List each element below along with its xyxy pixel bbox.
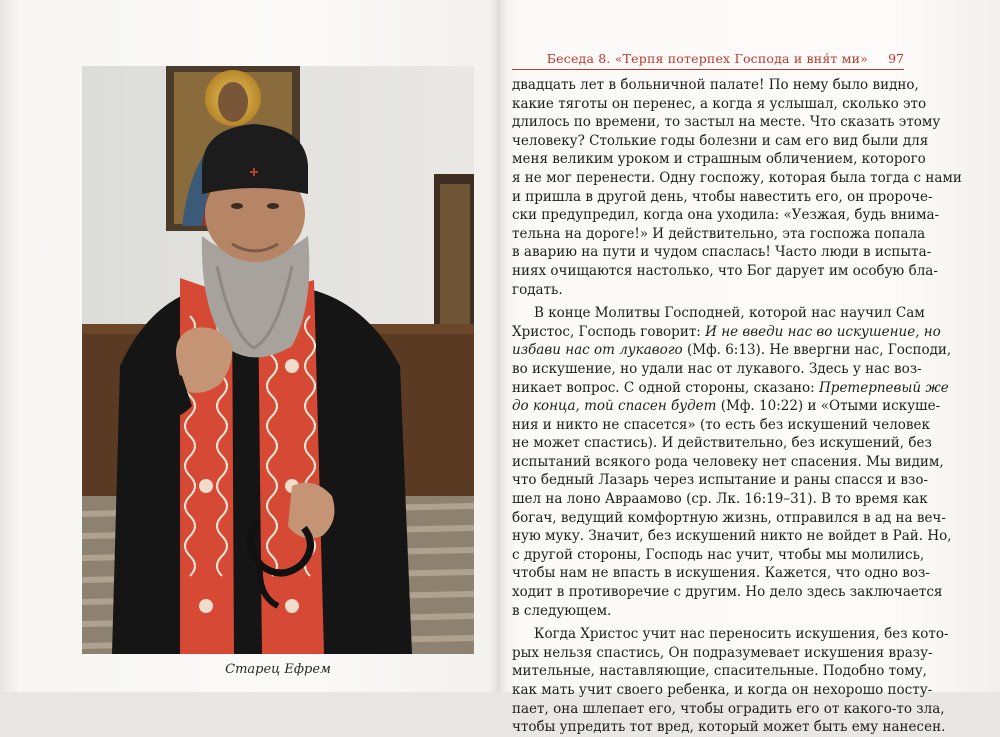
text-run: Когда Христос учит нас переносить искушения, без кото- bbox=[534, 626, 949, 643]
text-run: никает вопрос. С одной стороны, сказано: bbox=[512, 379, 820, 396]
text-run: ски предупредил, когда она уходила: «Уезжая, будь внима- bbox=[512, 207, 940, 224]
book-gutter bbox=[490, 0, 506, 692]
text-line bbox=[512, 169, 962, 188]
text-run: тельна на дороге!» И действительно, эта госпожа попала bbox=[512, 225, 926, 242]
italic-quote: до конца, той спасен будет bbox=[512, 398, 717, 415]
text-line bbox=[512, 113, 941, 132]
text-line bbox=[512, 188, 933, 207]
text-line bbox=[512, 262, 938, 281]
text-run: в аварию на пути и чудом спаслась! Часто люди в испыта- bbox=[512, 244, 932, 261]
text-line bbox=[512, 225, 926, 244]
text-line bbox=[512, 243, 932, 262]
text-run: и пришла в другой день, чтобы навестить его, он пророче- bbox=[512, 188, 933, 205]
text-run: двадцать лет в больничной палате! По нему было видно, bbox=[512, 77, 919, 93]
text-run: шел на лоно Авраамово (ср. Лк. 16:19–31). В то время как bbox=[512, 491, 928, 508]
running-title: Беседа 8. «Терпя потерпех Господа и вня́т ми» bbox=[546, 51, 868, 66]
text-run: мительные, наставляющие, спасительные. Подобно тому, bbox=[512, 663, 927, 680]
text-line bbox=[512, 416, 930, 435]
text-run: ниях очищаются настолько, что Бог дарует им особую бла- bbox=[512, 262, 938, 279]
text-run: как мать учит своего ребенка, и когда он нехорошо посту- bbox=[512, 682, 933, 698]
text-run: В конце Молитвы Господней, которой нас научил Сам bbox=[534, 305, 925, 322]
page-number: 97 bbox=[888, 51, 904, 66]
text-line bbox=[512, 206, 940, 225]
text-run: (Мф. 10:22) и «Отыми искуше- bbox=[716, 398, 941, 415]
text-line bbox=[512, 132, 929, 151]
elder-photo bbox=[82, 66, 474, 654]
text-line bbox=[512, 150, 926, 169]
text-line bbox=[512, 644, 933, 663]
text-line bbox=[512, 397, 941, 416]
text-run: не может спастись). И действительно, без искушений, без bbox=[512, 435, 932, 452]
text-line bbox=[512, 490, 928, 509]
text-run: ную муку. Значит, без искушений никто не войдет в Рай. Но, bbox=[512, 528, 952, 545]
text-line bbox=[512, 471, 929, 490]
text-run: ния и никто не спасется» (то есть без искушений человек bbox=[512, 416, 930, 433]
text-run: я не мог перенести. Одну госпожу, которая была тогда с нами bbox=[512, 169, 962, 186]
text-line bbox=[512, 323, 941, 342]
text-line bbox=[512, 662, 927, 681]
paragraph bbox=[512, 76, 962, 299]
text-line bbox=[512, 681, 933, 700]
text-run: что бедный Лазарь через испытание и раны спасся и взо- bbox=[512, 472, 929, 489]
text-line bbox=[512, 718, 946, 737]
text-line bbox=[512, 564, 930, 583]
text-run: Христос, Господь говорит: bbox=[512, 323, 706, 340]
text-run: пает, она шлепает его, чтобы оградить его от какого-то зла, bbox=[512, 700, 945, 717]
text-line bbox=[512, 527, 952, 546]
paragraph bbox=[512, 304, 952, 620]
text-line bbox=[512, 602, 904, 621]
text-run: богач, ведущий комфортную жизнь, отправился в ад на веч- bbox=[512, 509, 946, 526]
text-line bbox=[512, 281, 904, 300]
text-run: годать. bbox=[512, 281, 563, 298]
text-line bbox=[512, 304, 925, 323]
elder-photo-illustration bbox=[82, 66, 474, 654]
text-run: в следующем. bbox=[512, 602, 612, 619]
text-run: испытаний всякого рода человеку нет спасения. Мы видим, bbox=[512, 453, 944, 470]
text-run: длилось по времени, то застыл на месте. Что сказать этому bbox=[512, 114, 941, 131]
text-line bbox=[512, 95, 927, 114]
italic-quote: избави нас от лукавого bbox=[512, 342, 683, 359]
text-line bbox=[512, 76, 919, 95]
text-run: человеку? Столькие годы болезни и сам его вид были для bbox=[512, 132, 929, 149]
text-run: во искушение, но удали нас от лукавого. Здесь у нас воз- bbox=[512, 360, 922, 377]
text-run: рых нельзя спастись, Он подразумевает искушения вразу- bbox=[512, 644, 933, 661]
text-line bbox=[512, 509, 946, 528]
text-line bbox=[512, 625, 949, 644]
text-line bbox=[512, 434, 932, 453]
photo-caption: Старец Ефрем bbox=[225, 662, 331, 677]
text-run: чтобы нам не впасть в искушения. Кажется, что одно воз- bbox=[512, 565, 930, 582]
text-run: чтобы упредить тот вред, который может быть ему нанесен. bbox=[512, 719, 946, 736]
text-line bbox=[512, 583, 943, 602]
text-run: (Мф. 6:13). Не ввергни нас, Господи, bbox=[682, 342, 952, 359]
text-run: меня великим уроком и страшным обличением, которого bbox=[512, 151, 926, 168]
running-header bbox=[512, 49, 904, 70]
text-run: какие тяготы он перенес, а когда я услышал, сколько это bbox=[512, 95, 927, 112]
paragraph bbox=[512, 625, 949, 737]
text-line bbox=[512, 379, 949, 398]
text-line bbox=[512, 453, 944, 472]
italic-quote: Претерпевый же bbox=[819, 379, 949, 396]
text-line bbox=[512, 360, 922, 379]
text-line bbox=[512, 546, 925, 565]
body-text bbox=[512, 76, 962, 737]
text-run: ходит в противоречие с другим. Но дело здесь заключается bbox=[512, 584, 943, 601]
text-run: с другой стороны, Господь нас учит, чтобы мы молились, bbox=[512, 546, 925, 563]
text-line bbox=[512, 341, 952, 360]
italic-quote: И не введи нас во искушение, но bbox=[705, 323, 941, 340]
text-line bbox=[512, 700, 945, 719]
